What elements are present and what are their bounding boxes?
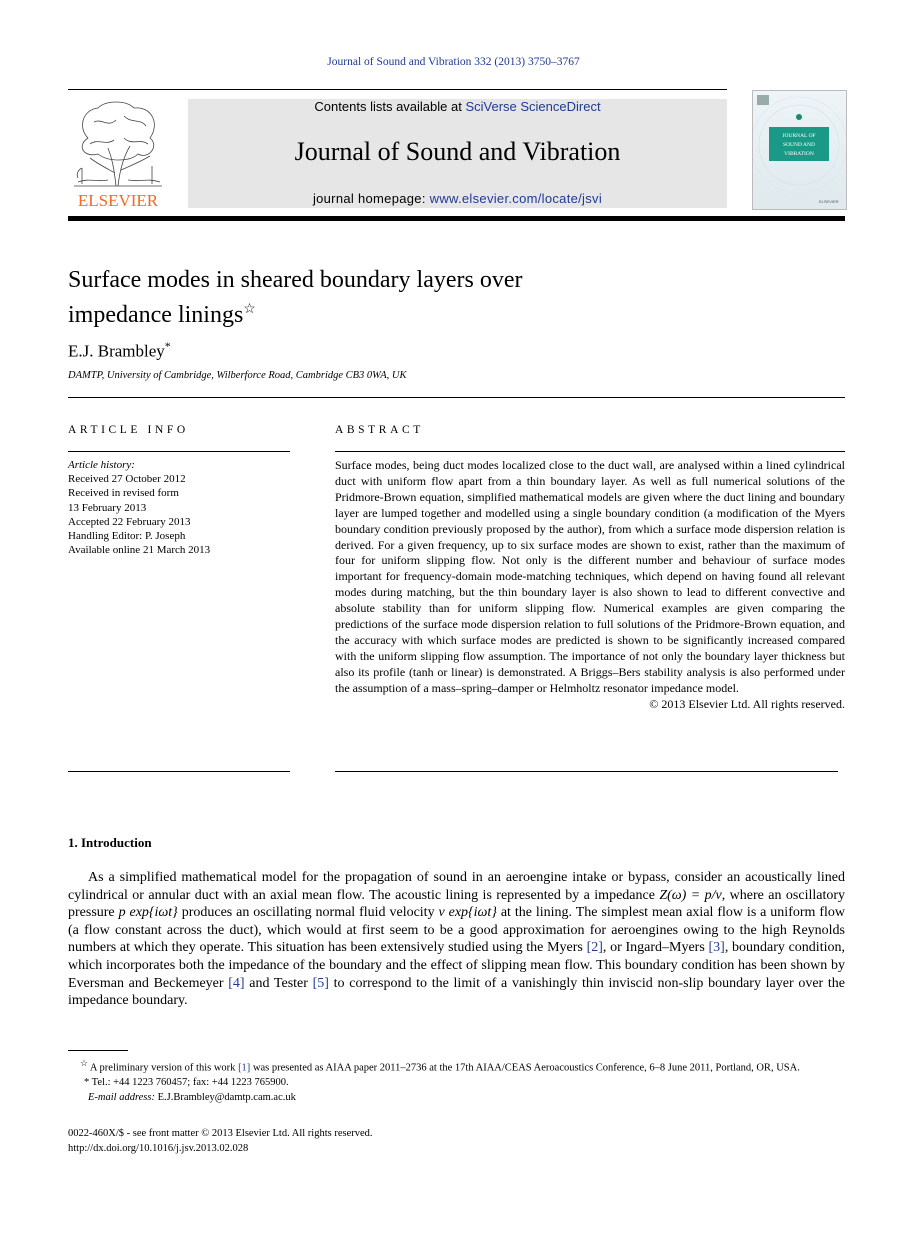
journal-title: Journal of Sound and Vibration	[294, 137, 621, 166]
abstract-heading: ABSTRACT	[335, 424, 424, 436]
elsevier-logo	[68, 98, 168, 210]
impedance-formula: Z(ω) = p/v	[659, 887, 722, 903]
history-line: Received in revised form	[68, 487, 179, 500]
intro-text: , where an oscillatory pressure	[68, 887, 845, 921]
info-bottom-rule	[68, 771, 290, 772]
affiliation: DAMTP, University of Cambridge, Wilberforce Road, Cambridge CB3 0WA, UK	[68, 370, 407, 381]
abstract-rule	[335, 451, 845, 452]
article-title	[68, 266, 768, 330]
header-thick-rule	[68, 216, 845, 221]
front-matter	[68, 1127, 373, 1156]
history-line: Received 27 October 2012	[68, 473, 186, 486]
title-footnote-mark[interactable]: ☆	[243, 302, 256, 317]
intro-text: , or Ingard–Myers	[602, 940, 709, 956]
intro-text: produces an oscillating normal fluid velocity	[177, 905, 439, 921]
header-rule	[68, 89, 727, 90]
article-history	[68, 458, 290, 557]
history-line: Available online 21 March 2013	[68, 544, 211, 557]
cover-title-3: VIBRATION	[784, 151, 814, 157]
footnote-email	[68, 1091, 845, 1106]
homepage-prefix: journal homepage:	[312, 191, 430, 206]
article-info-heading: ARTICLE INFO	[68, 424, 189, 436]
star-mark: ☆	[80, 1058, 88, 1068]
citation-link-2[interactable]: [2]	[586, 940, 603, 956]
footnote-text: was presented as AIAA paper 2011–2736 at the 17th AIAA/CEAS Aeroacoustics Conference, 6–8 June 2011, Portland, OR, USA.	[250, 1062, 800, 1074]
sciencedirect-link[interactable]: SciVerse ScienceDirect	[465, 99, 601, 114]
issn-line: 0022-460X/$ - see front matter © 2013 Elsevier Ltd. All rights reserved.	[68, 1128, 373, 1139]
email-label: E-mail address:	[88, 1091, 155, 1103]
title-line-2: impedance linings	[68, 302, 244, 328]
history-line: 13 February 2013	[68, 501, 147, 514]
homepage-line	[188, 191, 727, 206]
abstract-copyright: © 2013 Elsevier Ltd. All rights reserved.	[649, 696, 845, 711]
history-line: Accepted 22 February 2013	[68, 515, 191, 528]
author-footnote-mark[interactable]: *	[164, 339, 171, 353]
footnotes	[68, 1056, 845, 1105]
author[interactable]: E.J. Brambley	[68, 341, 165, 361]
velocity-formula: v exp{iωt}	[438, 905, 497, 921]
elsevier-wordmark: ELSEVIER	[77, 191, 159, 210]
citation-link-1[interactable]: [1]	[238, 1062, 251, 1074]
contents-prefix: Contents lists available at	[314, 99, 466, 114]
citation-link-5[interactable]: [5]	[312, 975, 329, 991]
history-label: Article history:	[68, 459, 135, 471]
intro-text: , boundary condition, which incorporates both the impedance of the boundary and the effect of slipping mean flow. This boundary condition has been shown by Eversman and Beckemeyer	[68, 940, 845, 991]
email-address[interactable]: E.J.Brambley@damtp.cam.ac.uk	[154, 1091, 296, 1103]
title-line-1: Surface modes in sheared boundary layers over	[68, 267, 523, 293]
cover-image	[753, 91, 846, 209]
citation-link-4[interactable]: [4]	[228, 975, 245, 991]
cover-title-2: SOUND AND	[783, 142, 815, 148]
history-line: Handling Editor: P. Joseph	[68, 530, 186, 543]
journal-citation[interactable]: Journal of Sound and Vibration 332 (2013) 3750–3767	[327, 56, 580, 68]
footnote-star	[68, 1056, 845, 1076]
pressure-formula: p exp{iωt}	[118, 905, 178, 921]
doi-link[interactable]: http://dx.doi.org/10.1016/j.jsv.2013.02.028	[68, 1142, 249, 1154]
cover-title: JOURNAL OF	[782, 133, 816, 139]
journal-cover[interactable]	[752, 90, 847, 210]
intro-text: and Tester	[244, 975, 313, 991]
info-rule	[68, 451, 290, 452]
abstract-text: Surface modes, being duct modes localized close to the duct wall, are analysed within a lined cylindrical duct with uniform flow apart from a thin boundary layer. As well as full numerical solutions of the Pridmore-Brown equation, simplified mathematical models are given where the duct lining and boundary layer are lumped together and modelled using a single boundary condition (a modification of the Myers boundary condition previously proposed by the author), from which a surface mode dispersion relation is derived. For a given frequency, up to six surface modes are shown to exist, rather than the maximum of four for uniform slipping flow. Not only is the different number and behaviour of surface modes important for frequency-domain mode-matching techniques, which depend on having found all relevant modes during matching, but the thin boundary layer is also shown to lead to different convective and absolute stability than for uniform slipping flow. Numerical examples are given comparing the predictions of the surface mode dispersion relation to full solutions of the Pridmore-Brown equation, and the accuracy with which surface modes are predicted is shown to be significantly increased compared with the uniform slipping flow assumption. The importance of not only the boundary layer thickness but also its profile (tanh or linear) is demonstrated. A Briggs–Bers stability analysis is also performed under the assumption of a mass–spring–damper or Helmholtz resonator impedance model.	[335, 458, 845, 695]
intro-text: at the lining. The simplest mean axial flow is a uniform flow (a flow constant across the duct), which would at first seem to be a good approximation for aeroengines owing to the high Reynolds numbers at which they operate. This situation has been extensively studied using the Myers	[68, 905, 845, 956]
abstract-bottom-rule	[335, 771, 838, 772]
tree-icon	[68, 98, 168, 210]
footnote-text: A preliminary version of this work	[87, 1062, 239, 1074]
abstract-body	[335, 458, 845, 713]
footnote-tel: * Tel.: +44 1223 760457; fax: +44 1223 765900.	[84, 1077, 289, 1088]
contents-line	[188, 99, 727, 114]
homepage-link[interactable]: www.elsevier.com/locate/jsvi	[429, 191, 603, 206]
footnote-rule	[68, 1050, 128, 1051]
section-heading: 1. Introduction	[68, 835, 152, 850]
intro-text: As a simplified mathematical model for the propagation of sound in an aeroengine intake or bypass, consider an acoustically lined cylindrical or annular duct with an axial mean flow. The acoustic lining is represented by a impedance	[68, 870, 845, 903]
intro-text: to correspond to the limit of a vanishingly thin inviscid non-slip boundary layer over the impedance boundary.	[68, 975, 845, 1009]
title-divider	[68, 397, 845, 398]
citation-link-3[interactable]: [3]	[708, 940, 725, 956]
introduction-paragraph	[68, 869, 845, 1010]
svg-text:ELSEVIER: ELSEVIER	[819, 199, 839, 204]
author-name	[68, 339, 171, 362]
